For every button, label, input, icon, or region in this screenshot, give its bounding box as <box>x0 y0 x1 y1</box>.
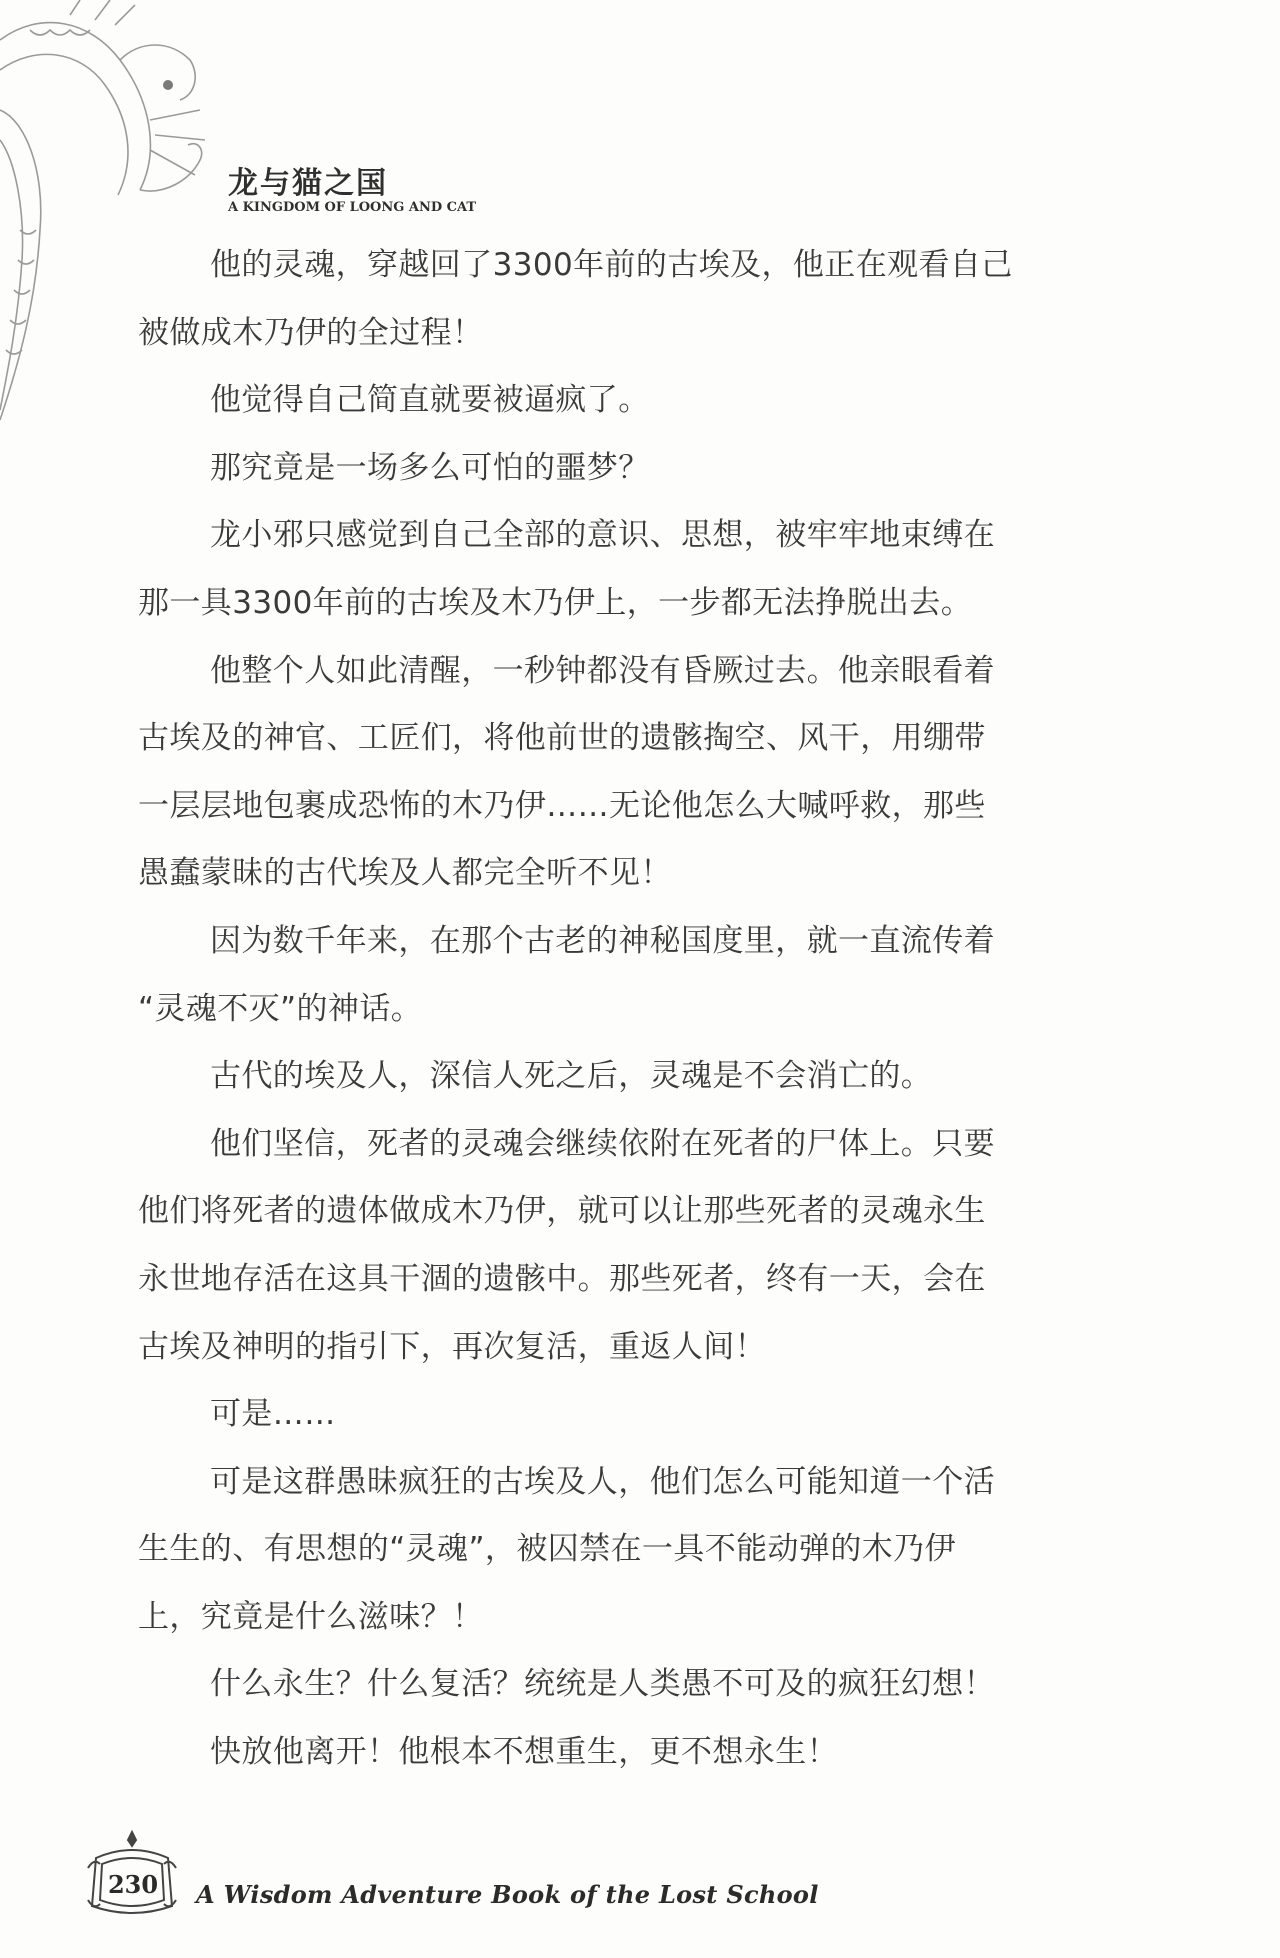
text-line: 他们将死者的遗体做成木乃伊，就可以让那些死者的灵魂永生 <box>138 1193 986 1230</box>
text-line: 快放他离开！他根本不想重生，更不想永生！ <box>210 1734 838 1771</box>
text-line: 什么永生？什么复活？统统是人类愚不可及的疯狂幻想！ <box>210 1666 995 1703</box>
text-line: 愚蠢蒙昧的古代埃及人都完全听不见！ <box>138 855 672 892</box>
text-line: 他觉得自己简直就要被逼疯了。 <box>210 382 650 419</box>
text-line: 龙小邪只感觉到自己全部的意识、思想，被牢牢地束缚在 <box>210 517 995 554</box>
text-line: 被做成木乃伊的全过程！ <box>138 314 484 351</box>
text-line: 生生的、有思想的“灵魂”，被囚禁在一具不能动弹的木乃伊 <box>138 1531 956 1568</box>
dragon-eye-icon <box>163 80 173 90</box>
text-line: 古代的埃及人，深信人死之后，灵魂是不会消亡的。 <box>210 1058 933 1095</box>
page-number: 230 <box>107 1870 159 1899</box>
text-line: 他们坚信，死者的灵魂会继续依附在死者的尸体上。只要 <box>210 1125 995 1162</box>
text-line: 可是…… <box>210 1396 336 1433</box>
body-text <box>138 232 1138 1787</box>
header-title-cn: 龙与猫之国 <box>228 166 388 201</box>
footer-book-title: A Wisdom Adventure Book of the Lost School <box>196 1880 819 1909</box>
text-line: “灵魂不灭”的神话。 <box>138 990 423 1027</box>
text-line: 可是这群愚昧疯狂的古埃及人，他们怎么可能知道一个活 <box>210 1463 995 1500</box>
page-footer <box>84 1828 819 1938</box>
text-line: 那究竟是一场多么可怕的噩梦？ <box>210 449 650 486</box>
text-line: 他整个人如此清醒，一秒钟都没有昏厥过去。他亲眼看着 <box>210 652 995 689</box>
text-line: 永世地存活在这具干涸的遗骸中。那些死者，终有一天，会在 <box>138 1260 986 1297</box>
running-header <box>228 166 476 216</box>
text-line: 古埃及的神官、工匠们，将他前世的遗骸掏空、风干，用绷带 <box>138 720 986 757</box>
text-line: 他的灵魂，穿越回了3300年前的古埃及，他正在观看自己 <box>210 247 1013 283</box>
text-line: 古埃及神明的指引下，再次复活，重返人间！ <box>138 1328 766 1365</box>
text-line: 那一具3300年前的古埃及木乃伊上，一步都无法挣脱出去。 <box>138 584 973 621</box>
text-line: 上，究竟是什么滋味？！ <box>138 1598 484 1635</box>
text-line: 因为数千年来，在那个古老的神秘国度里，就一直流传着 <box>210 922 995 959</box>
header-title-en: A KINGDOM OF LOONG AND CAT <box>228 200 477 215</box>
text-line: 一层层地包裹成恐怖的木乃伊……无论他怎么大喊呼救，那些 <box>138 787 986 824</box>
